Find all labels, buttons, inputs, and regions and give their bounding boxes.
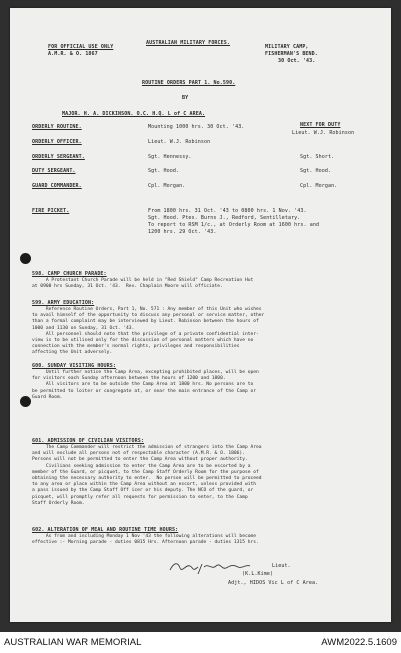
duty-value: Sgt. Hennessy. [148, 154, 192, 160]
header-security-marking: FOR OFFICIAL USE ONLY [48, 44, 114, 50]
duty-next: Sgt. Short. [300, 154, 335, 160]
archive-footer [0, 632, 401, 653]
section-heading: 601. ADMISSION OF CIVILIAN VISITORS: [32, 438, 144, 444]
header-location-2: FISHERMAN'S BEND. [265, 51, 318, 57]
fire-picket-label: FIRE PICKET. [32, 208, 70, 214]
section-body: As from and including Monday 1 Nov '43 the following alterations will become effective :- Morning parade - duties 0815 Hrs. Afternoon parade - duties 1315 hrs. [32, 534, 259, 546]
section-heading: 599. ARMY EDUCATION: [32, 300, 95, 306]
duty-value: Mounting 1000 hrs. 30 Oct. '43. [148, 124, 245, 130]
document-page [10, 8, 391, 622]
duty-value: Lieut. W.J. Robinson [148, 139, 211, 145]
fire-picket-line: To report to RSM 1/c., at Orderly Room at 1600 hrs. and [148, 222, 320, 228]
duty-next: Lieut. W.J. Robinson [292, 130, 355, 136]
orders-by: BY [182, 95, 189, 101]
fire-picket-line: Sgt. Hood. Ptes. Burns J., Redford, Sentilletary. [148, 215, 301, 221]
section-body: Until further notice the Camp Area, excepting prohibited places, will be open for visitors each Sunday afternoon between the hours of 1200 and 1800. All visitors are to be outside the Camp Area at 1800 hrs. No persons are to be permitted to loiter or congregate at, or near the main entrance of the Camp or Guard Room. [32, 370, 259, 400]
duty-next: Sgt. Hood. [300, 168, 332, 174]
header-title: AUSTRALIAN MILITARY FORCES. [146, 40, 230, 46]
duty-label: ORDERLY OFFICER. [32, 139, 82, 145]
duty-value: Sgt. Hood. [148, 168, 180, 174]
next-for-duty-header: NEXT FOR DUTY [300, 122, 341, 128]
section-heading: 598. CAMP CHURCH PARADE: [32, 271, 107, 277]
footer-institution: AUSTRALIAN WAR MEMORIAL [4, 637, 142, 648]
punch-hole [20, 253, 31, 264]
footer-accession-number: AWM2022.5.1609 [321, 637, 397, 648]
punch-hole [20, 396, 31, 407]
commander-line: MAJOR. H. A. DICKINSON. O.C. H.Q. L of C AREA. [62, 111, 206, 117]
fire-picket-line: From 1800 hrs. 31 Oct. '43 to 0800 hrs. 1 Nov. '43. [148, 208, 307, 214]
section-heading: 602. ALTERATION OF MEAL AND ROUTINE TIME HOURS: [32, 527, 179, 533]
signatory-rank: Lieut. [272, 563, 291, 569]
duty-label: GUARD COMMANDER. [32, 183, 82, 189]
duty-label: ORDERLY SERGEANT. [32, 154, 85, 160]
orders-title: ROUTINE ORDERS PART 1. No.590. [142, 80, 236, 86]
duty-value: Cpl. Morgan. [148, 183, 186, 189]
header-location-1: MILITARY CAMP, [265, 44, 309, 50]
signatory-appointment: Adjt., HIDOS Vic L of C Area. [228, 580, 319, 586]
header-date: 30 Oct. '43. [278, 58, 316, 64]
section-heading: 600. SUNDAY VISITING HOURS: [32, 363, 116, 369]
fire-picket-line: 1200 hrs. 29 Oct. '43. [148, 229, 217, 235]
duty-next: Cpl. Morgan. [300, 183, 338, 189]
section-body: The Camp Commander will restrict the admission of strangers into the Camp Area and will exclude all persons not of respectable character (A.M.R. & O. 1806). Persons will not be permitted to enter the Camp Area without proper authority. Civilians seeking admission to enter the Camp Area are to be escorted by a member of the Guard, or picquet, to the Camp Staff Orderly Room for the purpose of obtaining the necessary authority to enter. No person will be permitted to proceed to any area or place within the Camp Area without an escort, unless provided with a pass issued by the Camp Staff Off icer or his deputy. The NCO of the guard, or picquet, will promptly refer all requests for permission to enter, to the Camp Staff Orderly Room. [32, 445, 262, 506]
duty-label: DUTY SERGEANT. [32, 168, 76, 174]
section-body: A Protestant Church Parade will be held in "Red Shield" Camp Recreation Hut at 0900 hrs Sunday, 31 Oct. '43. Rev. Chaplain Moore will officiate. [32, 278, 254, 290]
header-regulation-ref: A.M.R. & O. 1867 [48, 51, 98, 57]
section-body: Reference Routine Orders, Part 1, No. 571 : Any member of this Unit who wishes to avail himself of the opportunity to discuss any personal or service matter, other than a formal complaint may be interviewed by Lieut. Robinson between the hours of 1000 and 1130 on Sunday, 31 Oct. '43. All personnel should note that the privilege of a private confidential inter- view is to be utilised only for the discussion of personal matters which have no connection with the member's normal rights, privileges and responsibilities affecting the Unit adversely. [32, 307, 265, 356]
duty-label: ORDERLY ROUTINE. [32, 124, 82, 130]
signatory-name: (K.L.Kime) [242, 571, 274, 577]
